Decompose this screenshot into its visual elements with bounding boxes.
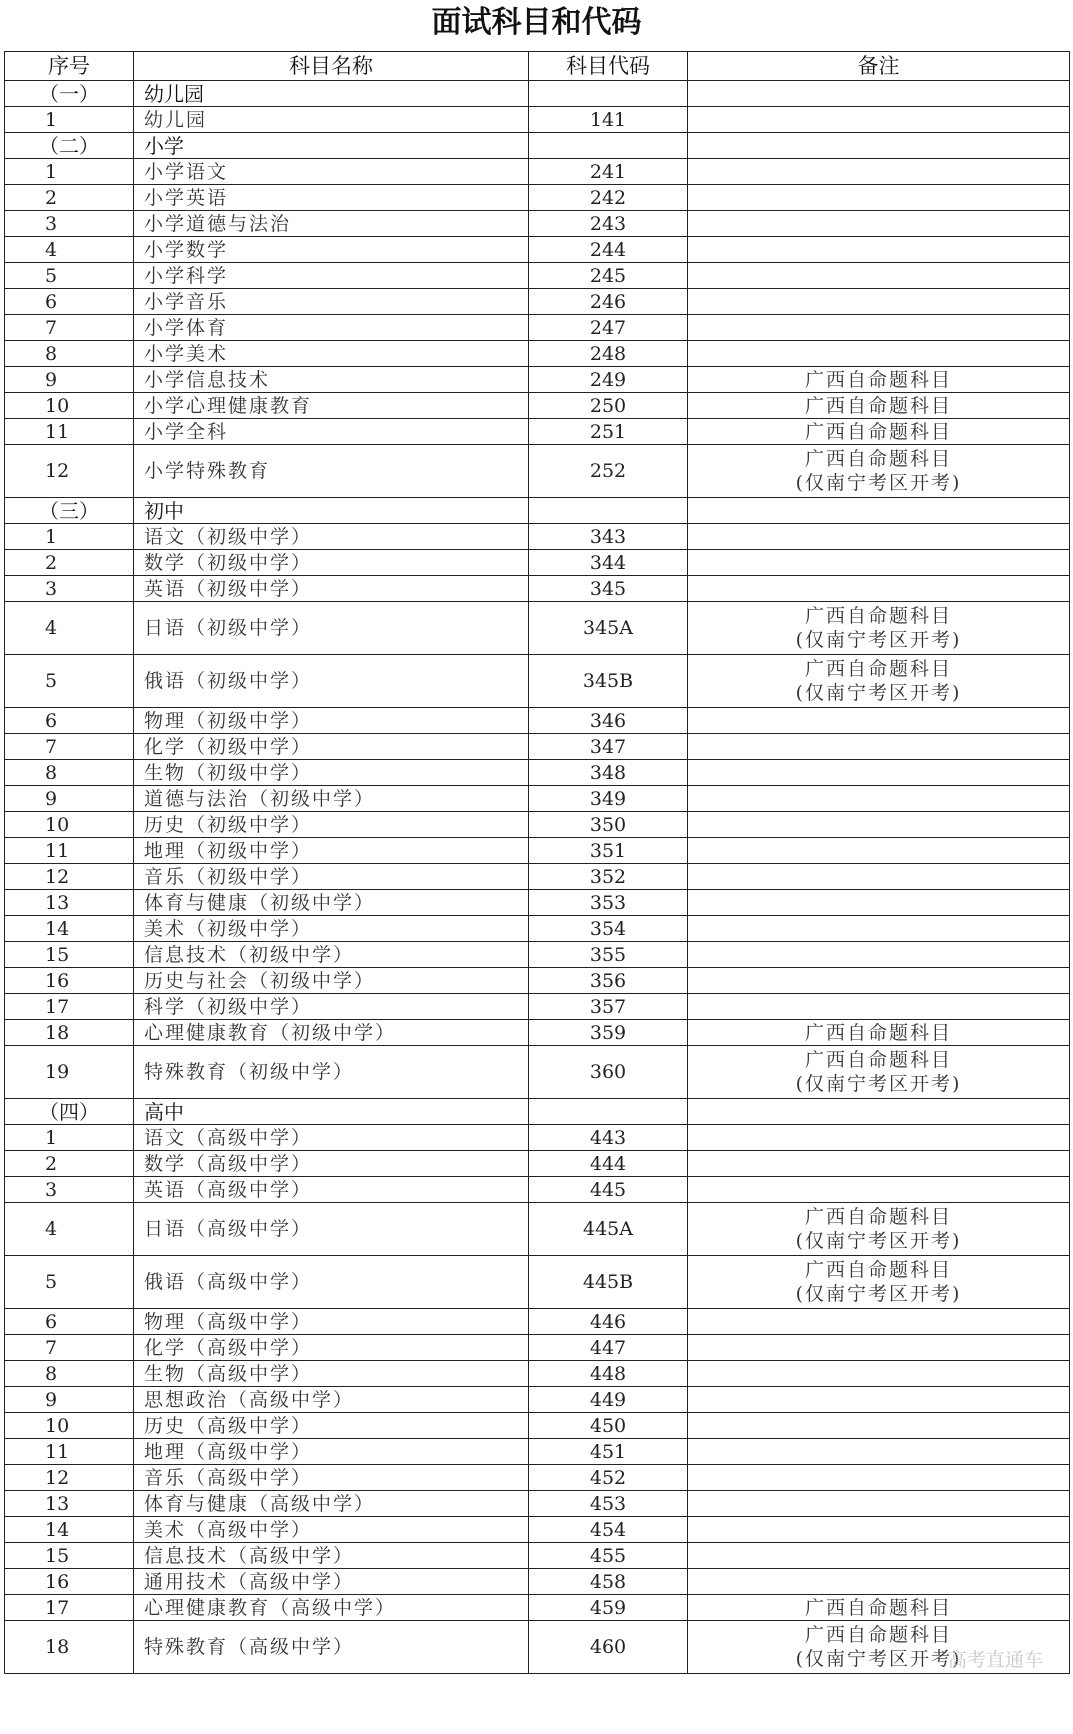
subject-note bbox=[688, 1387, 1070, 1413]
subject-name: 小学体育 bbox=[134, 315, 529, 341]
note-line: 广西自命题科目 bbox=[804, 1596, 952, 1619]
subject-name: 小学美术 bbox=[134, 341, 529, 367]
subject-code: 451 bbox=[529, 1439, 688, 1465]
table-row bbox=[5, 708, 1070, 734]
row-number: 10 bbox=[5, 812, 134, 838]
subject-code-table bbox=[4, 51, 1070, 1674]
subject-note bbox=[688, 1125, 1070, 1151]
subject-name: 通用技术（高级中学） bbox=[134, 1569, 529, 1595]
subject-name: 物理（初级中学） bbox=[134, 708, 529, 734]
subject-note bbox=[688, 838, 1070, 864]
subject-note bbox=[688, 185, 1070, 211]
row-number: 2 bbox=[5, 1151, 134, 1177]
note-line: 广西自命题科目 bbox=[804, 448, 952, 470]
subject-name: 音乐（初级中学） bbox=[134, 864, 529, 890]
subject-code: 452 bbox=[529, 1465, 688, 1491]
subject-name: 小学数学 bbox=[134, 237, 529, 263]
table-row bbox=[5, 1256, 1070, 1309]
note-line: 广西自命题科目 bbox=[804, 1049, 952, 1071]
note-line: (仅南宁考区开考) bbox=[795, 472, 962, 494]
table-row bbox=[5, 1046, 1070, 1099]
table-row bbox=[5, 1491, 1070, 1517]
subject-code: 446 bbox=[529, 1309, 688, 1335]
section-row bbox=[5, 81, 1070, 107]
subject-name: 小学心理健康教育 bbox=[134, 393, 529, 419]
subject-name: 体育与健康（初级中学） bbox=[134, 890, 529, 916]
subject-code: 353 bbox=[529, 890, 688, 916]
row-number: 4 bbox=[5, 602, 134, 655]
subject-note bbox=[688, 1177, 1070, 1203]
note-line: 广西自命题科目 bbox=[804, 1021, 952, 1044]
subject-name: 语文（高级中学） bbox=[134, 1125, 529, 1151]
subject-note bbox=[688, 1335, 1070, 1361]
table-row bbox=[5, 942, 1070, 968]
subject-note bbox=[688, 942, 1070, 968]
subject-code: 354 bbox=[529, 916, 688, 942]
subject-code: 345A bbox=[529, 602, 688, 655]
table-row bbox=[5, 211, 1070, 237]
table-row bbox=[5, 1203, 1070, 1256]
section-row bbox=[5, 498, 1070, 524]
subject-code: 360 bbox=[529, 1046, 688, 1099]
subject-note bbox=[688, 289, 1070, 315]
row-number: 6 bbox=[5, 1309, 134, 1335]
subject-code: 343 bbox=[529, 524, 688, 550]
subject-code: 141 bbox=[529, 107, 688, 133]
subject-code: 249 bbox=[529, 367, 688, 393]
subject-note bbox=[688, 1309, 1070, 1335]
subject-note bbox=[688, 864, 1070, 890]
row-number: 11 bbox=[5, 838, 134, 864]
table-row bbox=[5, 968, 1070, 994]
section-code-empty bbox=[529, 1099, 688, 1125]
subject-name: 小学英语 bbox=[134, 185, 529, 211]
header-no: 序号 bbox=[5, 52, 134, 81]
row-number: 10 bbox=[5, 1413, 134, 1439]
subject-note bbox=[688, 315, 1070, 341]
subject-code: 447 bbox=[529, 1335, 688, 1361]
subject-code: 459 bbox=[529, 1595, 688, 1621]
row-number: 9 bbox=[5, 367, 134, 393]
row-number: 7 bbox=[5, 1335, 134, 1361]
subject-note bbox=[688, 263, 1070, 289]
row-number: 4 bbox=[5, 1203, 134, 1256]
subject-code: 243 bbox=[529, 211, 688, 237]
section-code-empty bbox=[529, 133, 688, 159]
subject-name: 地理（初级中学） bbox=[134, 838, 529, 864]
table-row bbox=[5, 1361, 1070, 1387]
subject-note bbox=[688, 1595, 1070, 1621]
row-number: 3 bbox=[5, 211, 134, 237]
table-row bbox=[5, 367, 1070, 393]
table-row bbox=[5, 602, 1070, 655]
note-line: 广西自命题科目 bbox=[804, 394, 952, 417]
row-number: 10 bbox=[5, 393, 134, 419]
row-number: 8 bbox=[5, 1361, 134, 1387]
subject-name: 小学特殊教育 bbox=[134, 445, 529, 498]
note-line: 广西自命题科目 bbox=[804, 658, 952, 680]
subject-name: 数学（初级中学） bbox=[134, 550, 529, 576]
section-note-empty bbox=[688, 1099, 1070, 1125]
row-number: 5 bbox=[5, 263, 134, 289]
subject-note bbox=[688, 1046, 1070, 1099]
subject-code: 357 bbox=[529, 994, 688, 1020]
subject-code: 355 bbox=[529, 942, 688, 968]
row-number: 17 bbox=[5, 1595, 134, 1621]
note-line: 广西自命题科目 bbox=[804, 1206, 952, 1228]
row-number: 12 bbox=[5, 1465, 134, 1491]
subject-name: 特殊教育（高级中学） bbox=[134, 1621, 529, 1674]
table-row bbox=[5, 1387, 1070, 1413]
subject-code: 344 bbox=[529, 550, 688, 576]
table-row bbox=[5, 237, 1070, 263]
table-row bbox=[5, 838, 1070, 864]
subject-name: 小学道德与法治 bbox=[134, 211, 529, 237]
header-note: 备注 bbox=[688, 52, 1070, 81]
table-body bbox=[5, 81, 1070, 1674]
section-row bbox=[5, 133, 1070, 159]
subject-name: 体育与健康（高级中学） bbox=[134, 1491, 529, 1517]
subject-note bbox=[688, 1151, 1070, 1177]
table-row bbox=[5, 524, 1070, 550]
subject-code: 246 bbox=[529, 289, 688, 315]
row-number: 15 bbox=[5, 942, 134, 968]
note-line: (仅南宁考区开考) bbox=[795, 629, 962, 651]
row-number: 5 bbox=[5, 1256, 134, 1309]
section-number: （三） bbox=[5, 498, 134, 524]
row-number: 2 bbox=[5, 185, 134, 211]
row-number: 6 bbox=[5, 289, 134, 315]
subject-code: 444 bbox=[529, 1151, 688, 1177]
subject-note bbox=[688, 576, 1070, 602]
subject-note bbox=[688, 1203, 1070, 1256]
subject-note bbox=[688, 1020, 1070, 1046]
section-code-empty bbox=[529, 81, 688, 107]
subject-name: 生物（初级中学） bbox=[134, 760, 529, 786]
row-number: 18 bbox=[5, 1621, 134, 1674]
watermark: 高考直通车 bbox=[947, 1649, 1043, 1671]
section-name: 小学 bbox=[134, 133, 529, 159]
row-number: 15 bbox=[5, 1543, 134, 1569]
subject-note bbox=[688, 393, 1070, 419]
subject-note bbox=[688, 1256, 1070, 1309]
subject-code: 241 bbox=[529, 159, 688, 185]
note-line: (仅南宁考区开考) bbox=[795, 1073, 962, 1095]
subject-name: 幼儿园 bbox=[134, 107, 529, 133]
subject-code: 348 bbox=[529, 760, 688, 786]
subject-name: 英语（初级中学） bbox=[134, 576, 529, 602]
table-row bbox=[5, 419, 1070, 445]
subject-note bbox=[688, 1465, 1070, 1491]
subject-note bbox=[688, 734, 1070, 760]
table-row bbox=[5, 786, 1070, 812]
table-row bbox=[5, 916, 1070, 942]
table-row bbox=[5, 1151, 1070, 1177]
table-row bbox=[5, 812, 1070, 838]
table-row bbox=[5, 1439, 1070, 1465]
subject-name: 小学语文 bbox=[134, 159, 529, 185]
subject-name: 小学全科 bbox=[134, 419, 529, 445]
header-name: 科目名称 bbox=[134, 52, 529, 81]
subject-code: 346 bbox=[529, 708, 688, 734]
subject-code: 445 bbox=[529, 1177, 688, 1203]
subject-note bbox=[688, 419, 1070, 445]
table-row bbox=[5, 1335, 1070, 1361]
subject-name: 生物（高级中学） bbox=[134, 1361, 529, 1387]
subject-name: 地理（高级中学） bbox=[134, 1439, 529, 1465]
subject-code: 349 bbox=[529, 786, 688, 812]
subject-code: 247 bbox=[529, 315, 688, 341]
row-number: 11 bbox=[5, 419, 134, 445]
row-number: 4 bbox=[5, 237, 134, 263]
subject-name: 化学（高级中学） bbox=[134, 1335, 529, 1361]
subject-name: 思想政治（高级中学） bbox=[134, 1387, 529, 1413]
row-number: 12 bbox=[5, 864, 134, 890]
row-number: 2 bbox=[5, 550, 134, 576]
subject-name: 信息技术（高级中学） bbox=[134, 1543, 529, 1569]
subject-code: 245 bbox=[529, 263, 688, 289]
note-line: (仅南宁考区开考) bbox=[795, 1230, 962, 1252]
note-line: 广西自命题科目 bbox=[804, 1624, 952, 1646]
subject-name: 历史与社会（初级中学） bbox=[134, 968, 529, 994]
subject-code: 347 bbox=[529, 734, 688, 760]
subject-note bbox=[688, 237, 1070, 263]
subject-code: 351 bbox=[529, 838, 688, 864]
row-number: 17 bbox=[5, 994, 134, 1020]
row-number: 14 bbox=[5, 916, 134, 942]
subject-code: 345B bbox=[529, 655, 688, 708]
table-row bbox=[5, 1020, 1070, 1046]
header-code: 科目代码 bbox=[529, 52, 688, 81]
table-row bbox=[5, 760, 1070, 786]
subject-name: 英语（高级中学） bbox=[134, 1177, 529, 1203]
subject-note bbox=[688, 211, 1070, 237]
subject-note bbox=[688, 159, 1070, 185]
section-note-empty bbox=[688, 498, 1070, 524]
subject-name: 科学（初级中学） bbox=[134, 994, 529, 1020]
table-row bbox=[5, 1413, 1070, 1439]
row-number: 5 bbox=[5, 655, 134, 708]
subject-name: 俄语（高级中学） bbox=[134, 1256, 529, 1309]
table-row bbox=[5, 1621, 1070, 1674]
table-row bbox=[5, 341, 1070, 367]
page-title: 面试科目和代码 bbox=[431, 5, 642, 40]
section-name: 初中 bbox=[134, 498, 529, 524]
table-row bbox=[5, 1569, 1070, 1595]
table-row bbox=[5, 1595, 1070, 1621]
row-number: 12 bbox=[5, 445, 134, 498]
table-row bbox=[5, 734, 1070, 760]
subject-name: 化学（初级中学） bbox=[134, 734, 529, 760]
section-number: （二） bbox=[5, 133, 134, 159]
section-number: （四） bbox=[5, 1099, 134, 1125]
subject-code: 448 bbox=[529, 1361, 688, 1387]
subject-note bbox=[688, 994, 1070, 1020]
row-number: 18 bbox=[5, 1020, 134, 1046]
table-row bbox=[5, 1309, 1070, 1335]
subject-code: 453 bbox=[529, 1491, 688, 1517]
subject-note bbox=[688, 786, 1070, 812]
note-line: 广西自命题科目 bbox=[804, 420, 952, 443]
subject-code: 244 bbox=[529, 237, 688, 263]
subject-name: 心理健康教育（高级中学） bbox=[134, 1595, 529, 1621]
table-row bbox=[5, 1125, 1070, 1151]
row-number: 8 bbox=[5, 341, 134, 367]
row-number: 8 bbox=[5, 760, 134, 786]
table-row bbox=[5, 107, 1070, 133]
note-line: (仅南宁考区开考) bbox=[795, 1648, 962, 1670]
row-number: 7 bbox=[5, 315, 134, 341]
section-note-empty bbox=[688, 133, 1070, 159]
row-number: 16 bbox=[5, 968, 134, 994]
subject-name: 音乐（高级中学） bbox=[134, 1465, 529, 1491]
row-number: 13 bbox=[5, 890, 134, 916]
row-number: 13 bbox=[5, 1491, 134, 1517]
table-row bbox=[5, 994, 1070, 1020]
subject-note bbox=[688, 1439, 1070, 1465]
subject-code: 352 bbox=[529, 864, 688, 890]
subject-name: 数学（高级中学） bbox=[134, 1151, 529, 1177]
subject-code: 455 bbox=[529, 1543, 688, 1569]
subject-note bbox=[688, 916, 1070, 942]
row-number: 3 bbox=[5, 576, 134, 602]
row-number: 3 bbox=[5, 1177, 134, 1203]
table-row bbox=[5, 1543, 1070, 1569]
subject-note bbox=[688, 708, 1070, 734]
subject-name: 心理健康教育（初级中学） bbox=[134, 1020, 529, 1046]
table-row bbox=[5, 289, 1070, 315]
table-row bbox=[5, 315, 1070, 341]
table-row bbox=[5, 1517, 1070, 1543]
row-number: 9 bbox=[5, 786, 134, 812]
subject-note bbox=[688, 1361, 1070, 1387]
subject-code: 248 bbox=[529, 341, 688, 367]
table-row bbox=[5, 550, 1070, 576]
subject-name: 日语（初级中学） bbox=[134, 602, 529, 655]
subject-note bbox=[688, 524, 1070, 550]
note-line: (仅南宁考区开考) bbox=[795, 1283, 962, 1305]
subject-note bbox=[688, 602, 1070, 655]
subject-name: 小学信息技术 bbox=[134, 367, 529, 393]
subject-note bbox=[688, 760, 1070, 786]
subject-note bbox=[688, 812, 1070, 838]
subject-name: 信息技术（初级中学） bbox=[134, 942, 529, 968]
subject-note bbox=[688, 1569, 1070, 1595]
subject-code: 250 bbox=[529, 393, 688, 419]
subject-note bbox=[688, 107, 1070, 133]
row-number: 11 bbox=[5, 1439, 134, 1465]
subject-code: 350 bbox=[529, 812, 688, 838]
subject-code: 445B bbox=[529, 1256, 688, 1309]
subject-name: 历史（高级中学） bbox=[134, 1413, 529, 1439]
subject-note bbox=[688, 1517, 1070, 1543]
row-number: 19 bbox=[5, 1046, 134, 1099]
row-number: 9 bbox=[5, 1387, 134, 1413]
row-number: 7 bbox=[5, 734, 134, 760]
section-name: 幼儿园 bbox=[134, 81, 529, 107]
table-row bbox=[5, 263, 1070, 289]
table-header-row bbox=[5, 52, 1070, 81]
note-line: 广西自命题科目 bbox=[804, 368, 952, 391]
section-name: 高中 bbox=[134, 1099, 529, 1125]
subject-code: 359 bbox=[529, 1020, 688, 1046]
table-row bbox=[5, 576, 1070, 602]
row-number: 6 bbox=[5, 708, 134, 734]
table-row bbox=[5, 393, 1070, 419]
row-number: 1 bbox=[5, 107, 134, 133]
table-row bbox=[5, 1465, 1070, 1491]
subject-code: 252 bbox=[529, 445, 688, 498]
table-row bbox=[5, 864, 1070, 890]
subject-code: 450 bbox=[529, 1413, 688, 1439]
subject-code: 356 bbox=[529, 968, 688, 994]
subject-name: 物理（高级中学） bbox=[134, 1309, 529, 1335]
subject-code: 445A bbox=[529, 1203, 688, 1256]
table-row bbox=[5, 890, 1070, 916]
section-code-empty bbox=[529, 498, 688, 524]
row-number: 1 bbox=[5, 159, 134, 185]
subject-code: 458 bbox=[529, 1569, 688, 1595]
subject-note bbox=[688, 655, 1070, 708]
table-row bbox=[5, 159, 1070, 185]
subject-code: 443 bbox=[529, 1125, 688, 1151]
subject-name: 美术（初级中学） bbox=[134, 916, 529, 942]
subject-name: 俄语（初级中学） bbox=[134, 655, 529, 708]
subject-note bbox=[688, 367, 1070, 393]
subject-note bbox=[688, 1543, 1070, 1569]
row-number: 16 bbox=[5, 1569, 134, 1595]
subject-name: 道德与法治（初级中学） bbox=[134, 786, 529, 812]
subject-code: 345 bbox=[529, 576, 688, 602]
subject-name: 历史（初级中学） bbox=[134, 812, 529, 838]
subject-note bbox=[688, 1491, 1070, 1517]
subject-name: 特殊教育（初级中学） bbox=[134, 1046, 529, 1099]
section-note-empty bbox=[688, 81, 1070, 107]
subject-note bbox=[688, 550, 1070, 576]
note-line: 广西自命题科目 bbox=[804, 1259, 952, 1281]
table-row bbox=[5, 185, 1070, 211]
subject-note bbox=[688, 968, 1070, 994]
subject-note bbox=[688, 890, 1070, 916]
subject-code: 449 bbox=[529, 1387, 688, 1413]
table-row bbox=[5, 1177, 1070, 1203]
table-row bbox=[5, 445, 1070, 498]
subject-note bbox=[688, 341, 1070, 367]
subject-name: 日语（高级中学） bbox=[134, 1203, 529, 1256]
row-number: 14 bbox=[5, 1517, 134, 1543]
subject-name: 小学音乐 bbox=[134, 289, 529, 315]
subject-code: 251 bbox=[529, 419, 688, 445]
note-line: 广西自命题科目 bbox=[804, 605, 952, 627]
subject-code: 460 bbox=[529, 1621, 688, 1674]
table-row bbox=[5, 655, 1070, 708]
section-number: （一） bbox=[5, 81, 134, 107]
row-number: 1 bbox=[5, 524, 134, 550]
subject-name: 美术（高级中学） bbox=[134, 1517, 529, 1543]
subject-code: 454 bbox=[529, 1517, 688, 1543]
subject-name: 小学科学 bbox=[134, 263, 529, 289]
subject-name: 语文（初级中学） bbox=[134, 524, 529, 550]
subject-code: 242 bbox=[529, 185, 688, 211]
section-row bbox=[5, 1099, 1070, 1125]
row-number: 1 bbox=[5, 1125, 134, 1151]
subject-note bbox=[688, 1413, 1070, 1439]
note-line: (仅南宁考区开考) bbox=[795, 682, 962, 704]
subject-note bbox=[688, 445, 1070, 498]
